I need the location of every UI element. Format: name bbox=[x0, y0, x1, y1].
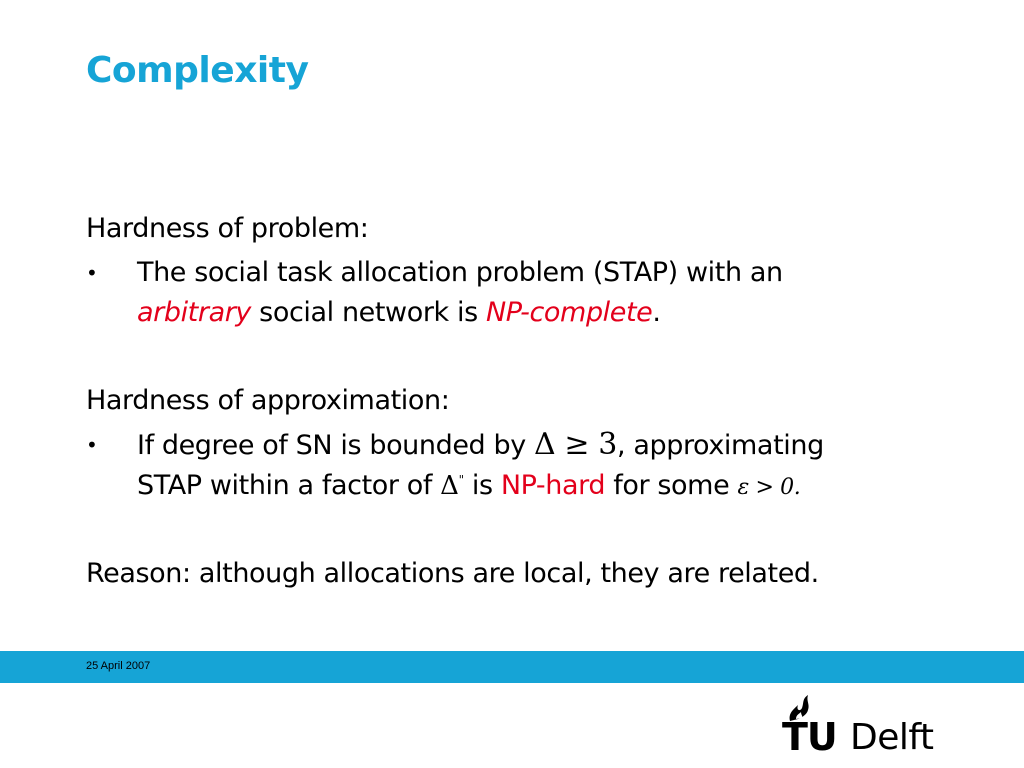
logo-tu-text: TU bbox=[782, 715, 837, 759]
highlight-text: NP-complete bbox=[485, 297, 653, 328]
bullet-item-problem bbox=[86, 254, 986, 334]
bullet-line: arbitrary social network is NP-complete. bbox=[137, 297, 661, 328]
bullet-icon: • bbox=[86, 433, 98, 457]
section-heading-approximation: Hardness of approximation: bbox=[86, 385, 450, 416]
bullet-line: If degree of SN is bounded by Δ ≥ 3, approximating bbox=[137, 427, 824, 462]
slide-title: Complexity bbox=[86, 50, 309, 91]
section-heading-problem: Hardness of problem: bbox=[86, 213, 369, 244]
bullet-item-approximation bbox=[86, 426, 1006, 506]
tudelft-logo bbox=[780, 693, 940, 757]
footer-band bbox=[0, 651, 1024, 683]
logo-delft-text: Delft bbox=[850, 717, 934, 758]
reason-text: Reason: although allocations are local, they are related. bbox=[86, 558, 819, 589]
bullet-line: STAP within a factor of Δ" is NP-hard for some ε > 0. bbox=[137, 461, 824, 507]
footer-date: 25 April 2007 bbox=[86, 660, 151, 672]
bullet-line: The social task allocation problem (STAP) with an bbox=[137, 257, 783, 288]
bullet-icon: • bbox=[86, 261, 98, 285]
math-expression: Δ ≥ 3 bbox=[533, 427, 617, 462]
emphasis-text: arbitrary bbox=[137, 297, 251, 328]
math-expression: Δ" bbox=[440, 471, 464, 501]
highlight-text: NP-hard bbox=[500, 470, 606, 501]
math-expression: ε > 0. bbox=[737, 475, 801, 500]
